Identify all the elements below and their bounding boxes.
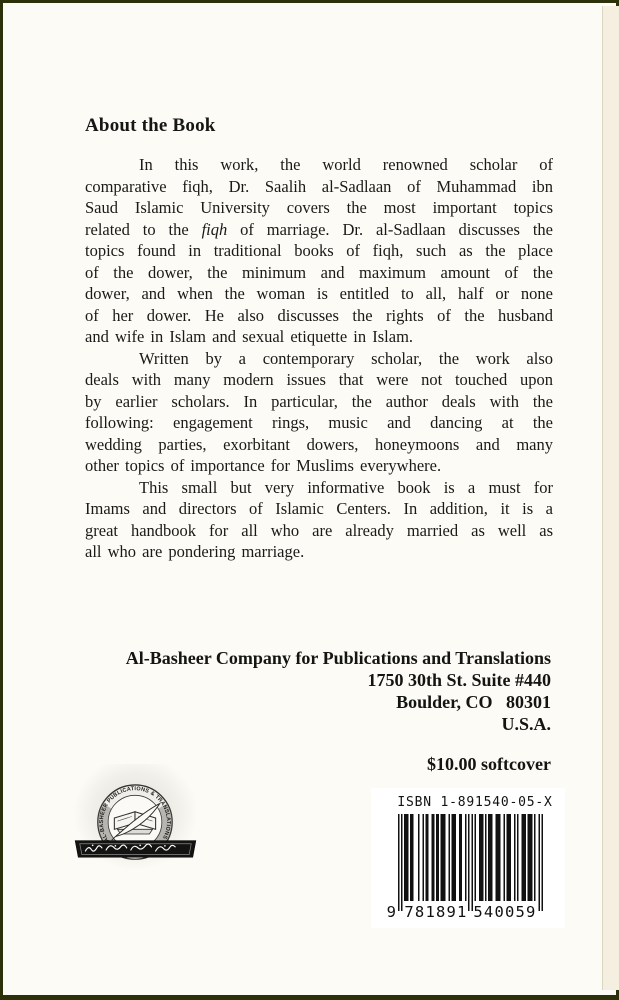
body-line xyxy=(85,219,553,241)
publisher-line: Al-Basheer Company for Publications and Translations xyxy=(125,648,551,668)
body-line-text: and wife in Islam and sexual etiquette in Islam. xyxy=(85,327,414,346)
body-line xyxy=(85,412,553,434)
body-line xyxy=(85,541,553,563)
body-line xyxy=(85,154,553,176)
about-heading: About the Book xyxy=(85,115,216,136)
body-line xyxy=(85,176,553,198)
body-line-text: comparative fiqh, Dr. Saalih al-Sadlaan of Muhammad ibn xyxy=(85,176,553,196)
body-line-text: wedding parties, exorbitant dowers, honeymoons and many xyxy=(85,434,553,454)
body-line xyxy=(85,391,553,413)
body-line-text: of her dower. He also discusses the rights of the husband xyxy=(85,305,553,325)
publisher-line: 1750 30th St. Suite #440 xyxy=(367,670,551,690)
barcode-digit-first: 9 xyxy=(386,903,396,921)
barcode-digits-left: 781891 xyxy=(404,903,468,921)
body-line xyxy=(85,197,553,219)
body-line-text: of the dower, the minimum and maximum amount of the xyxy=(85,262,553,282)
ean13-barcode xyxy=(398,814,543,911)
body-line-text: by earlier scholars. In particular, the author deals with the xyxy=(85,391,553,411)
italic-term: fiqh xyxy=(201,219,228,239)
arabic-calligraphy-banner xyxy=(75,841,196,858)
publisher-line: Boulder, CO 80301 xyxy=(396,692,551,712)
publisher-line: U.S.A. xyxy=(501,714,551,734)
body-line-text: of marriage. Dr. al-Sadlaan discusses the xyxy=(227,219,553,239)
body-line-text: This small but very informative book is a must for xyxy=(139,477,553,497)
body-line xyxy=(85,369,553,391)
isbn-number: ISBN 1-891540-05-X xyxy=(397,795,553,810)
body-line xyxy=(85,305,553,327)
body-line-text: related to the xyxy=(85,219,202,239)
price-text: $10.00 softcover xyxy=(427,754,551,774)
cover-edge-strip xyxy=(603,6,619,990)
publisher-seal-graphic xyxy=(71,764,200,873)
body-line-text: Imams and directors of Islamic Centers. In addition, it is a xyxy=(85,499,553,518)
body-line-text: other topics of importance for Muslims everywhere. xyxy=(85,456,442,475)
body-line xyxy=(85,477,553,499)
body-line xyxy=(85,240,553,262)
body-line-text: In this work, the world renowned scholar of xyxy=(139,155,553,174)
body-line-text: all who are pondering marriage. xyxy=(85,542,305,561)
body-line-text: dower, and when the woman is entitled to all, half or none xyxy=(85,284,553,303)
body-line-text: Saud Islamic University covers the most important topics xyxy=(85,198,553,217)
body-line xyxy=(85,455,553,477)
body-line-text: deals with many modern issues that were not touched upon xyxy=(85,370,553,389)
body-line-text: following: engagement rings, music and dancing at the xyxy=(85,413,553,432)
body-line xyxy=(85,262,553,284)
body-line-text: Written by a contemporary scholar, the work also xyxy=(139,348,553,368)
body-line xyxy=(85,283,553,305)
body-line xyxy=(85,326,553,348)
body-line-text: great handbook for all who are already married as well as xyxy=(85,520,553,540)
seal-ring-text: AL-BASHEER PUBLICATIONS & TRANSLATIONS xyxy=(98,786,171,843)
body-line xyxy=(85,520,553,542)
body-line-text: topics found in traditional books of fiqh, such as the place xyxy=(85,241,553,260)
body-line xyxy=(85,498,553,520)
body-line xyxy=(85,348,553,370)
publisher-address-block xyxy=(85,647,551,735)
publisher-seal xyxy=(71,764,200,873)
barcode-digits-right: 540059 xyxy=(473,903,537,921)
about-body xyxy=(85,154,553,563)
body-line xyxy=(85,434,553,456)
